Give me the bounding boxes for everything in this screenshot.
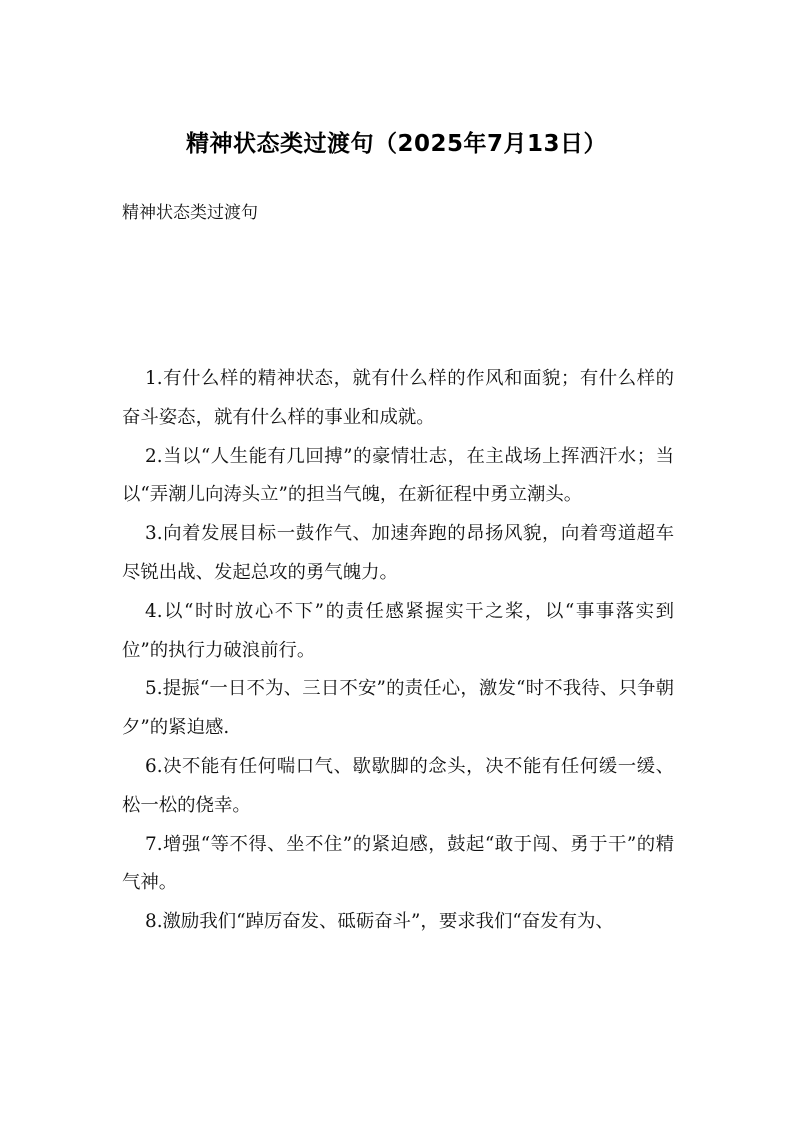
paragraph-7: 7.增强“等不得、坐不住”的紧迫感，鼓起“敢于闯、勇于干”的精气神。: [122, 833, 674, 894]
paragraph-1: 1.有什么样的精神状态，就有什么样的作风和面貌；有什么样的奋斗姿态，就有什么样的事业和成就。: [122, 368, 674, 428]
paragraph-8: 8.激励我们“踔厉奋发、砥砺奋斗”，要求我们“奋发有为、: [145, 911, 614, 933]
document-title: 精神状态类过渡句（2025年7月13日）: [185, 131, 608, 157]
paragraph-2: 2.当以“人生能有几回搏”的豪情壮志，在主战场上挥洒汗水；当以“弄潮儿向涛头立”的担当气魄，在新征程中勇立潮头。: [122, 445, 674, 506]
document-body: [122, 360, 674, 942]
document-subtitle: 精神状态类过渡句: [122, 203, 258, 223]
paragraph-6: 6.决不能有任何喘口气、歇歇脚的念头，决不能有任何缓一缓、松一松的侥幸。: [122, 755, 674, 816]
paragraph-3: 3.向着发展目标一鼓作气、加速奔跑的昂扬风貌，向着弯道超车尽锐出战、发起总攻的勇气魄力。: [122, 523, 674, 583]
paragraph-4: 4.以“时时放心不下”的责任感紧握实干之桨，以“事事落实到位”的执行力破浪前行。: [122, 600, 674, 661]
paragraph-5: 5.提振“一日不为、三日不安”的责任心，激发“时不我待、只争朝夕”的紧迫感.: [122, 678, 674, 739]
